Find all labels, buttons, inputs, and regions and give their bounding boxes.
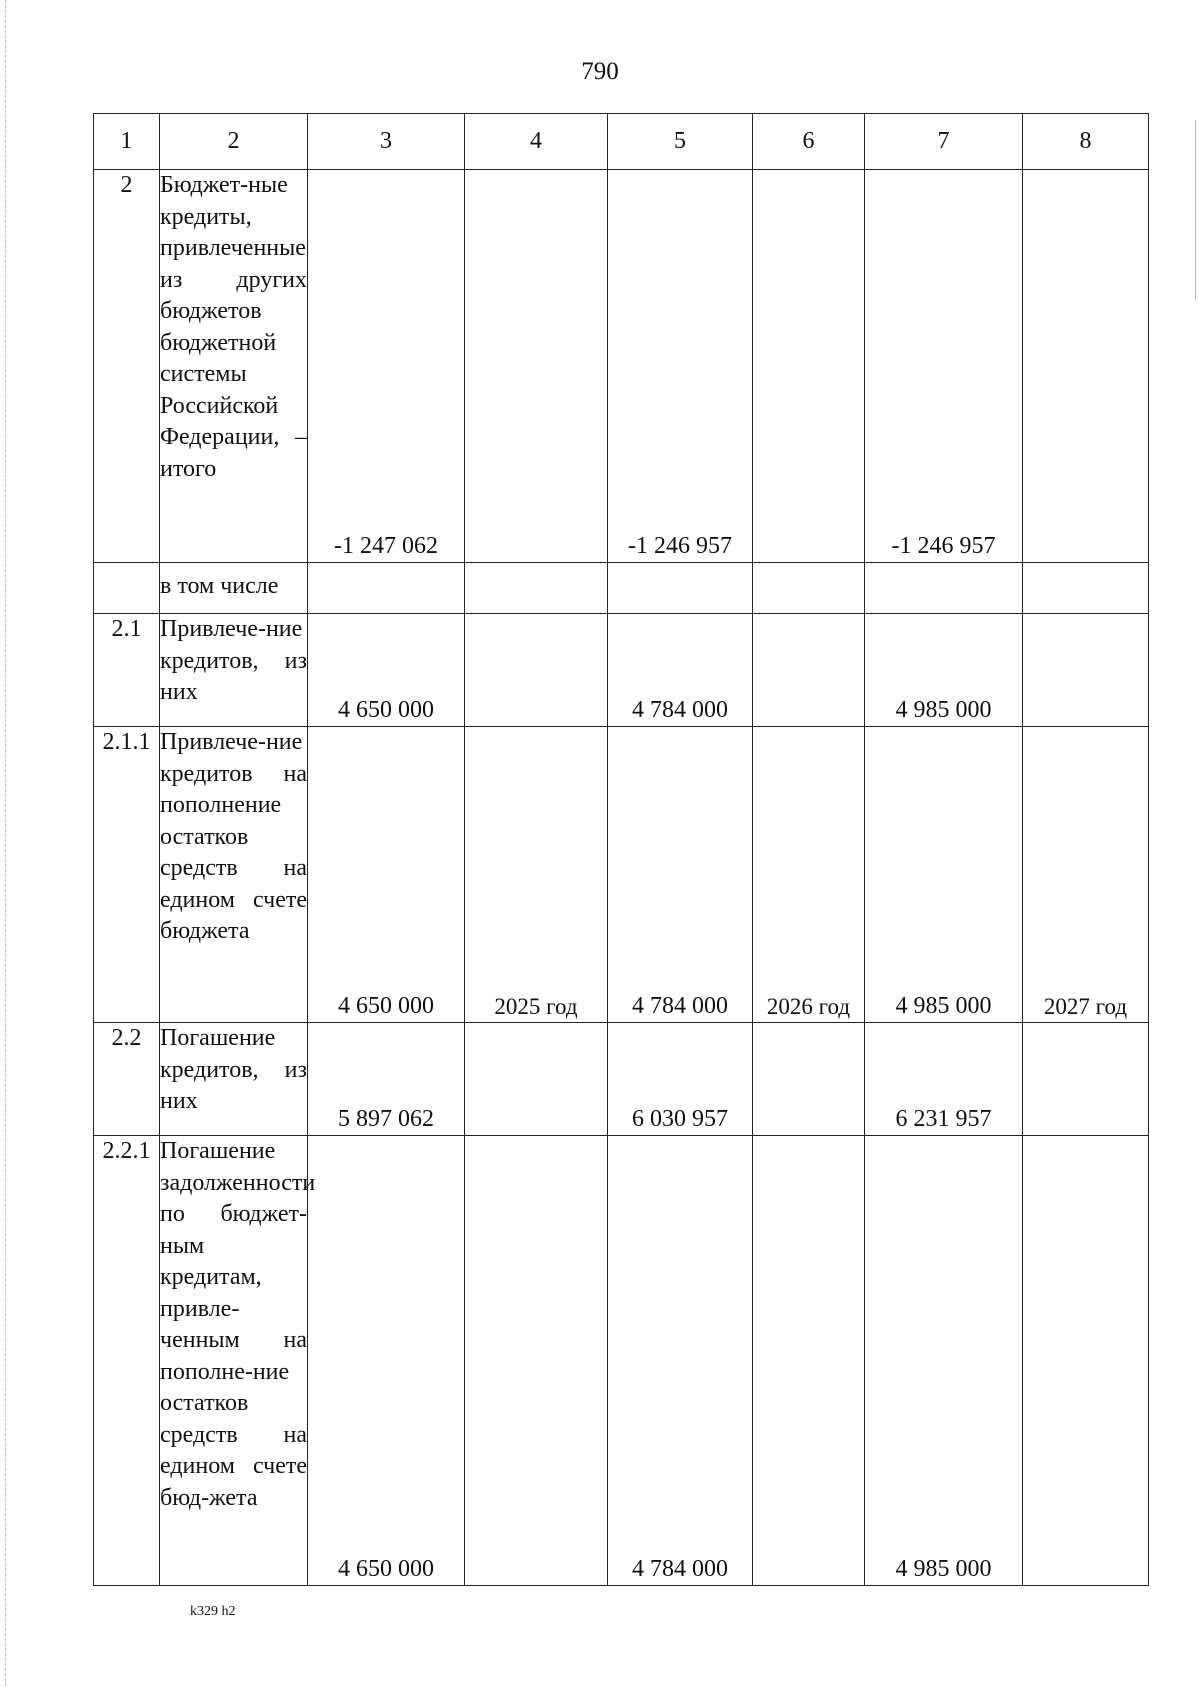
value-cell <box>465 170 608 563</box>
value-cell <box>465 614 608 727</box>
value-cell: 4 650 000 <box>308 727 465 1023</box>
table-row <box>94 727 1149 1023</box>
row-name: Погашение задолженности по бюджет-ным кредитам, привле-ченным на пополне-ние остатков средств на едином счете бюд-жета <box>160 1136 308 1586</box>
column-header: 7 <box>865 114 1023 170</box>
value-cell <box>608 563 753 614</box>
row-number <box>94 563 160 614</box>
value-cell: 4 784 000 <box>608 727 753 1023</box>
page-edge-line-right <box>1195 120 1197 300</box>
column-header: 2 <box>160 114 308 170</box>
row-name: Привлече-ние кредитов, из них <box>160 614 308 727</box>
year-cell <box>1023 563 1149 614</box>
year-cell <box>1023 170 1149 563</box>
row-name: в том числе <box>160 563 308 614</box>
value-cell: 4 650 000 <box>308 1136 465 1586</box>
row-number: 2.2 <box>94 1023 160 1136</box>
value-cell: 4 784 000 <box>608 1136 753 1586</box>
year-cell <box>1023 614 1149 727</box>
row-number: 2.1.1 <box>94 727 160 1023</box>
year-cell <box>753 563 865 614</box>
value-cell: 6 231 957 <box>865 1023 1023 1136</box>
value-cell <box>465 1023 608 1136</box>
page-number: 790 <box>581 58 619 85</box>
value-cell: -1 246 957 <box>608 170 753 563</box>
budget-table <box>93 113 1149 1586</box>
year-cell <box>753 170 865 563</box>
table-row <box>94 1023 1149 1136</box>
value-cell: -1 246 957 <box>865 170 1023 563</box>
year-cell: 2026 год <box>753 727 865 1023</box>
table-row <box>94 614 1149 727</box>
value-cell: 4 985 000 <box>865 1136 1023 1586</box>
value-cell: 5 897 062 <box>308 1023 465 1136</box>
year-cell <box>753 1136 865 1586</box>
year-cell <box>1023 1136 1149 1586</box>
year-cell <box>1023 1023 1149 1136</box>
year-cell: 2025 год <box>465 727 608 1023</box>
column-header: 6 <box>753 114 865 170</box>
value-cell: 4 650 000 <box>308 614 465 727</box>
value-cell <box>308 563 465 614</box>
column-header: 8 <box>1023 114 1149 170</box>
table-row <box>94 1136 1149 1586</box>
row-number: 2.2.1 <box>94 1136 160 1586</box>
table-row <box>94 563 1149 614</box>
value-cell: 6 030 957 <box>608 1023 753 1136</box>
value-cell: 4 985 000 <box>865 727 1023 1023</box>
page-edge-line <box>5 0 7 1686</box>
year-cell <box>753 1023 865 1136</box>
year-cell: 2027 год <box>1023 727 1149 1023</box>
value-cell: 4 784 000 <box>608 614 753 727</box>
column-header: 1 <box>94 114 160 170</box>
footer-code: k329 h2 <box>190 1604 236 1619</box>
row-name: Привлече-ние кредитов на пополнение остатков средств на едином счете бюджета <box>160 727 308 1023</box>
column-header: 4 <box>465 114 608 170</box>
row-number: 2 <box>94 170 160 563</box>
value-cell: -1 247 062 <box>308 170 465 563</box>
header-row <box>94 114 1149 170</box>
row-number: 2.1 <box>94 614 160 727</box>
value-cell <box>465 1136 608 1586</box>
value-cell: 4 985 000 <box>865 614 1023 727</box>
value-cell <box>865 563 1023 614</box>
row-name: Бюджет-ные кредиты, привлеченные из других бюджетов бюджетной системы Российской Федерации, – итого <box>160 170 308 563</box>
column-header: 5 <box>608 114 753 170</box>
value-cell <box>465 563 608 614</box>
column-header: 3 <box>308 114 465 170</box>
row-name: Погашение кредитов, из них <box>160 1023 308 1136</box>
year-cell <box>753 614 865 727</box>
table-row <box>94 170 1149 563</box>
